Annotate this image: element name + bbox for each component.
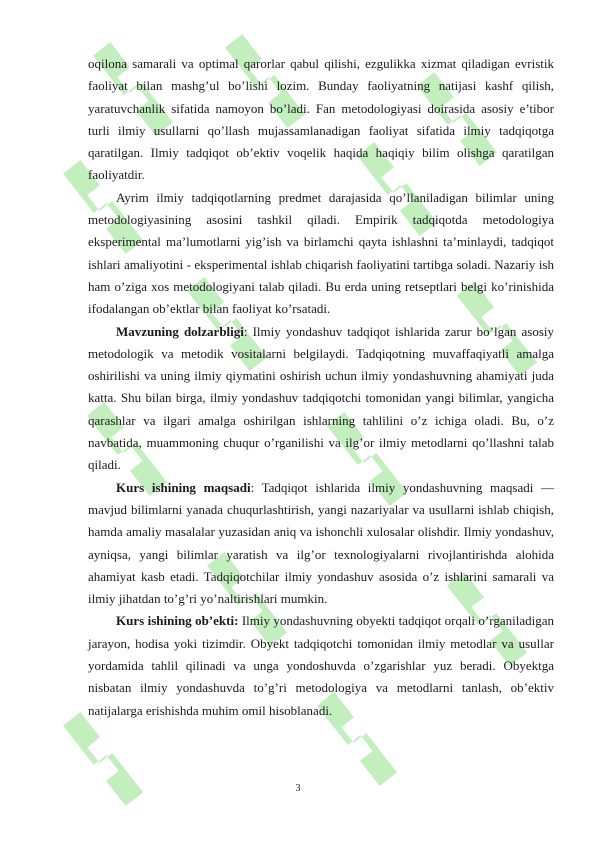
- page-number: 3: [295, 783, 301, 794]
- paragraph-text: oqilona samarali va optimal qarorlar qabul qilishi, ezgulikka xizmat qiladigan evristik faoliyat bilan mashg’ul bo’lishi lozim. Bunday faoliyatning natijasi kashf qilish, yaratuvchanlik sifatida namoyon bo’ladi. Fan metodologiyasi doirasida asosiy e’tibor turli ilmiy usullarni qo’llash mujassamlanadigan faoliyat sifatida ilmiy tadqiqotga qaratilgan. Ilmiy tadqiqot ob’ektiv voqelik haqida haqiqiy bilim olishga qaratilgan faoliyatdir.: [88, 56, 554, 183]
- document-body: [88, 53, 554, 722]
- paragraph-text: Ilmiy yondashuvning obyekti tadqiqot orqali o’rganiladigan jarayon, hodisa yoki tizimdir. Obyekt tadqiqotchi tomonidan ilmiy metodlar va usullar yordamida tahlil qilinadi va unga yondoshuvda o’zgarishlar yuz beradi. Obyektga nisbatan ilmiy yondashuvda to’g’ri metodologiya va metodlarni tanlash, ob’ektiv natijalarga erishishda muhim omil hisoblanadi.: [88, 613, 554, 718]
- paragraph-text: : Ilmiy yondashuv tadqiqot ishlarida zarur bo’lgan asosiy metodologik va metodik vositalarni belgilaydi. Tadqiqotning muvaffaqiyatli amalga oshirilishi va uning ilmiy qiymatini oshirish uchun ilmiy yondashuvning ahamiyati juda katta. Shu bilan birga, ilmiy yondashuv tadqiqotchi tomonidan yangi bilimlar, yangicha qarashlar va ilgari amalga oshirilgan ishlarning tahlilini o’z ichiga oladi. Bu, o’z navbatida, muammoning chuqur o’rganilishi va ilg’or ilmiy metodlarni qo’llashni talab qiladi.: [88, 323, 554, 473]
- paragraph: [88, 321, 554, 477]
- paragraph-text: : Tadqiqot ishlarida ilmiy yondashuvning maqsadi — mavjud bilimlarni yanada chuqurlashtirish, yangi nazariyalar va usullarni ishlab chiqish, hamda amaliy masalalar yuzasidan aniq va ishonchli xulosalar olishdir. Ilmiy yondashuv, ayniqsa, yangi bilimlar yaratish va ilg’or texnologiyalarni rivojlantirishda alohida ahamiyat kasb etadi. Tadqiqotchilar ilmiy yondashuv asosida o’z ishlarini samarali va ilmiy jihatdan to’g’ri yo’naltirishlari mumkin.: [88, 479, 554, 607]
- paragraph-lead: Kurs ishining ob’ekti:: [116, 613, 239, 629]
- paragraph: [88, 53, 554, 187]
- paragraph: [88, 187, 554, 321]
- paragraph: [88, 477, 554, 611]
- paragraph-text: Ayrim ilmiy tadqiqotlarning predmet darajasida qo’llaniladigan bilimlar uning metodologiyasining asosini tashkil qiladi. Empirik tadqiqotda metodologiya eksperimental ma’lumotlarni yig’ish va birlamchi qayta ishlashni ta’minlaydi, tadqiqot ishlari amaliyotini - eksperimental ishlab chiqarish faoliyatini tartibga soladi. Nazariy ish ham o’ziga xos metodologiyani talab qiladi. Bu erda uning retseptlari belgi ko’rinishida ifodalangan ob’ektlar bilan faoliyat ko’rsatadi.: [88, 189, 554, 317]
- paragraph-lead: Kurs ishining maqsadi: [116, 479, 251, 495]
- paragraph: [88, 610, 554, 721]
- paragraph-lead: Mavzuning dolzarbligi: [116, 323, 244, 339]
